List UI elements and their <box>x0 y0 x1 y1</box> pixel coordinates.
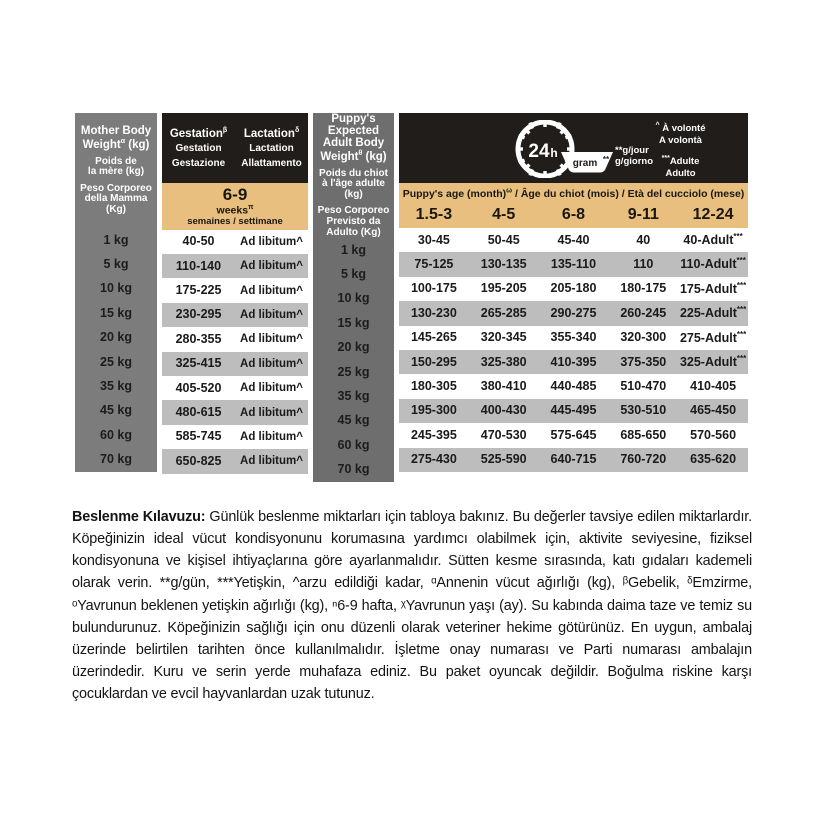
table-row <box>75 326 157 350</box>
feeding-amount-cell: 375-350 <box>620 354 667 369</box>
feeding-amount-cell: 40 <box>636 232 651 247</box>
table-row <box>399 448 748 472</box>
gestation-header-en: Gestation$^\beta$ <box>169 126 228 140</box>
mother-weight-body <box>75 228 157 472</box>
weeks-band-sub2: semaines / settimane <box>187 215 283 227</box>
table-row <box>75 301 157 325</box>
table-row <box>399 301 748 325</box>
table-row <box>313 336 394 360</box>
gestation-header-it: Gestazione <box>171 157 226 169</box>
feeding-amount-cell: 465-450 <box>690 403 737 418</box>
table-row <box>313 360 394 384</box>
gestation-amount-cell: 110-140 <box>175 258 222 273</box>
lactation-amount-cell: Ad libitum^ <box>240 260 303 273</box>
feeding-amount-cell: 685-650 <box>620 427 667 442</box>
feeding-amount-cell: 135-110 <box>550 256 597 271</box>
table-row <box>75 374 157 398</box>
age-column-header: 6-8 <box>539 202 609 228</box>
feeding-amount-cell: 440-485 <box>550 378 597 393</box>
table-row <box>399 228 748 252</box>
gjour-line2: g/giorno <box>615 156 653 168</box>
puppy-weight-cell: 25 kg <box>313 360 394 384</box>
gestation-amount-cell: 650-825 <box>175 453 222 468</box>
table-row <box>313 287 394 311</box>
mother-weight-header-cell <box>75 113 157 228</box>
feeding-amount-cell: 640-715 <box>550 452 597 467</box>
feeding-amount-cell: 320-300 <box>620 330 667 345</box>
table-row <box>162 254 308 278</box>
table-row <box>75 423 157 447</box>
puppy-weight-cell: 5 kg <box>313 263 394 287</box>
table-row <box>162 449 308 473</box>
mother-header-sup: α <box>120 137 126 145</box>
feeding-amount-cell: 530-510 <box>620 403 667 418</box>
feeding-amount-cell: 260-245 <box>620 305 667 320</box>
mother-header-line1b: Weight$^\alpha$ (kg) <box>82 137 150 151</box>
table-row <box>162 327 308 351</box>
feeding-amount-cell: 225-Adult*** <box>679 305 747 321</box>
feeding-amount-cell: 195-300 <box>410 403 457 418</box>
adulte-block <box>623 155 738 179</box>
feeding-amount-cell: 760-720 <box>620 452 667 467</box>
lactation-amount-cell: Ad libitum^ <box>240 235 303 248</box>
gestation-amount-cell: 405-520 <box>175 380 222 395</box>
feeding-amount-cell: 100-175 <box>410 281 457 296</box>
feeding-amount-cell: 575-645 <box>550 427 597 442</box>
feeding-amount-cell: 320-345 <box>480 330 527 345</box>
feeding-amount-cell: 510-470 <box>620 378 667 393</box>
table-row <box>313 433 394 457</box>
puppy-weight-body <box>313 238 394 482</box>
mother-header-it1: Peso Corporeo <box>80 182 152 194</box>
gestation-header-cell <box>162 113 235 183</box>
table-row <box>75 350 157 374</box>
mother-weight-cell: 1 kg <box>75 228 157 252</box>
feeding-amount-cell: 410-395 <box>550 354 597 369</box>
table-row <box>313 311 394 335</box>
age-column-header: 9-11 <box>608 202 678 228</box>
lactation-header-it: Allattamento <box>241 157 302 169</box>
gestation-amount-cell: 280-355 <box>175 331 222 346</box>
table-row <box>162 352 308 376</box>
table-row <box>75 252 157 276</box>
a-volonte-line1: ^ À volonté <box>655 122 706 135</box>
mother-weight-cell: 15 kg <box>75 301 157 325</box>
feeding-amount-cell: 180-305 <box>410 378 457 393</box>
table-row <box>75 448 157 472</box>
weeks-band-row <box>162 183 308 230</box>
gestation-lactation-header-row <box>162 113 308 183</box>
mother-weight-cell: 60 kg <box>75 423 157 447</box>
svg-text:24: 24 <box>528 141 550 162</box>
puppy-weight-cell: 20 kg <box>313 336 394 360</box>
feeding-amount-cell: 75-125 <box>414 256 454 271</box>
gestation-amount-cell: 175-225 <box>175 283 222 298</box>
table-row <box>399 277 748 301</box>
feeding-amount-cell: 325-380 <box>480 354 527 369</box>
age-columns-row <box>399 202 748 228</box>
feeding-amount-cell: 150-295 <box>410 354 457 369</box>
gjour-line1: **g/jour <box>615 145 649 156</box>
gestation-amount-cell: 480-615 <box>175 405 222 419</box>
table-row <box>399 252 748 276</box>
mother-weight-cell: 5 kg <box>75 252 157 276</box>
feeding-amount-cell: 265-285 <box>480 305 527 320</box>
feeding-amount-cell: 380-410 <box>480 378 527 393</box>
lactation-header-fr: Lactation <box>249 142 294 154</box>
table-row <box>162 303 308 327</box>
feeding-amount-cell: 205-180 <box>550 281 597 296</box>
age-band-label-row <box>399 183 748 202</box>
feeding-amount-cell: 635-620 <box>690 452 737 467</box>
table-row <box>313 384 394 408</box>
feeding-amount-cell: 110-Adult*** <box>680 256 746 272</box>
lactation-amount-cell: Ad libitum^ <box>240 406 303 419</box>
mother-weight-cell: 20 kg <box>75 326 157 350</box>
mother-weight-cell: 70 kg <box>75 448 157 472</box>
puppy-age-feeding-columns <box>399 113 748 472</box>
a-volonte-block <box>623 122 738 146</box>
lactation-amount-cell: Ad libitum^ <box>240 430 303 443</box>
gestation-lactation-body <box>162 230 308 474</box>
feeding-amount-cell: 30-45 <box>417 232 450 247</box>
feeding-amount-cell: 130-230 <box>410 305 457 320</box>
table-row <box>162 400 308 424</box>
gestation-amount-cell: 325-415 <box>175 356 222 371</box>
feeding-amount-cell: 290-275 <box>550 305 597 320</box>
table-row <box>399 326 748 350</box>
table-row <box>399 423 748 447</box>
lactation-amount-cell: Ad libitum^ <box>240 284 303 297</box>
gestation-header-fr: Gestation <box>175 142 222 154</box>
age-column-header: 1.5-3 <box>399 202 469 228</box>
table-row <box>75 277 157 301</box>
mother-weight-cell: 10 kg <box>75 277 157 301</box>
mother-header-fr2: la mère (kg) <box>87 166 145 178</box>
puppy-weight-cell: 10 kg <box>313 287 394 311</box>
table-row <box>399 350 748 374</box>
lactation-amount-cell: Ad libitum^ <box>240 455 303 468</box>
puppy-weight-cell: 70 kg <box>313 458 394 482</box>
table-row <box>313 238 394 262</box>
puppy-header-line2: Adult Body <box>322 137 385 150</box>
ad-libitum-legend <box>623 122 738 180</box>
puppy-weight-header-row <box>313 113 394 238</box>
feeding-amount-cell: 525-590 <box>480 452 527 467</box>
svg-text:**: ** <box>602 155 610 164</box>
puppy-weight-column <box>313 113 394 482</box>
table-row <box>399 399 748 423</box>
table-row <box>162 278 308 302</box>
puppy-header-line3: Weight$^\theta$ (kg) <box>320 149 387 163</box>
mother-header-fr1: Poids de <box>95 155 137 167</box>
weeks-band-cell <box>162 183 308 230</box>
feeding-amount-cell: 275-430 <box>410 452 457 467</box>
age-band-label-cell <box>399 183 748 202</box>
age-column-header: 12-24 <box>678 202 748 228</box>
puppy-header-line1: Puppy's Expected <box>327 113 380 138</box>
mother-weight-cell: 35 kg <box>75 374 157 398</box>
gestation-amount-cell: 40-50 <box>182 234 215 249</box>
lactation-amount-cell: Ad libitum^ <box>240 308 303 321</box>
adulte-line2: Adulto <box>665 168 696 180</box>
feeding-amount-cell: 50-45 <box>487 232 520 247</box>
weeks-band-big: 6-9 <box>222 185 248 204</box>
puppy-weight-cell: 60 kg <box>313 433 394 457</box>
feeding-amount-cell: 470-530 <box>480 427 527 442</box>
gestation-amount-cell: 585-745 <box>175 429 222 444</box>
feeding-amount-cell: 180-175 <box>620 281 667 296</box>
feeding-amounts-body <box>399 228 748 472</box>
age-column-header: 4-5 <box>469 202 539 228</box>
feeding-amount-cell: 45-40 <box>557 232 590 247</box>
table-row <box>162 425 308 449</box>
mother-weight-column <box>75 113 157 472</box>
puppy-header-it1: Peso Corporeo <box>317 205 390 217</box>
puppy-header-fr2: à l'âge adulte (kg) <box>322 178 385 200</box>
mother-weight-header-row <box>75 113 157 228</box>
weeks-band-sub: weeks$^\pi$ <box>216 204 254 217</box>
gestation-lactation-columns <box>162 113 308 474</box>
feeding-amount-cell: 325-Adult*** <box>679 353 747 370</box>
mother-header-it2: della Mamma (Kg) <box>84 193 148 215</box>
gestation-amount-cell: 230-295 <box>175 307 222 322</box>
feeding-amount-cell: 245-395 <box>410 427 457 442</box>
legend-panel <box>399 113 748 183</box>
mother-weight-cell: 25 kg <box>75 350 157 374</box>
feeding-amount-cell: 40-Adult*** <box>683 231 743 248</box>
table-row <box>399 374 748 398</box>
paragraph-heading: Beslenme Kılavuzu: <box>72 509 206 526</box>
feeding-guide-table <box>75 113 748 479</box>
feeding-amount-cell: 570-560 <box>690 427 737 442</box>
legend-panel-row <box>399 113 748 183</box>
legend-panel-cell <box>399 113 748 183</box>
table-row <box>162 376 308 400</box>
a-volonte-line2: A volontà <box>659 134 702 146</box>
table-row <box>313 263 394 287</box>
feeding-amount-cell: 110 <box>633 256 654 271</box>
adulte-line1: ***Adulte <box>661 155 700 168</box>
feeding-amount-cell: 355-340 <box>550 330 597 345</box>
puppy-weight-cell: 1 kg <box>313 238 394 262</box>
feeding-amount-cell: 195-205 <box>480 281 527 296</box>
lactation-header-en: Lactation$^\delta$ <box>243 126 300 140</box>
feeding-amount-cell: 145-265 <box>410 330 457 345</box>
mother-weight-cell: 45 kg <box>75 399 157 423</box>
lactation-amount-cell: Ad libitum^ <box>240 333 303 346</box>
food-bowl-gram-icon <box>559 143 615 173</box>
lactation-header-cell <box>235 113 308 183</box>
feeding-amount-cell: 175-Adult*** <box>679 280 747 296</box>
table-row <box>75 399 157 423</box>
lactation-amount-cell: Ad libitum^ <box>240 382 303 395</box>
feeding-amount-cell: 400-430 <box>480 403 527 418</box>
mother-header-line1: Mother Body <box>80 125 152 138</box>
lactation-amount-cell: Ad libitum^ <box>240 357 303 370</box>
puppy-weight-cell: 35 kg <box>313 384 394 408</box>
puppy-header-fr1: Poids du chiot <box>319 167 388 179</box>
age-band-label: Puppy's age (month)$^\omega$ / Âge du chiot (mois) / Età del cucciolo (mese) <box>402 187 745 201</box>
puppy-weight-header-cell <box>313 113 394 238</box>
feeding-amount-cell: 445-495 <box>550 403 597 418</box>
feeding-amount-cell: 275-Adult*** <box>679 329 747 345</box>
table-row <box>313 409 394 433</box>
table-row <box>162 230 308 254</box>
puppy-weight-cell: 15 kg <box>313 311 394 335</box>
feeding-amount-cell: 410-405 <box>690 378 737 393</box>
feeding-guide-paragraph <box>72 506 752 704</box>
table-row <box>313 458 394 482</box>
puppy-header-it2: Previsto da Adulto (Kg) <box>326 215 381 238</box>
feeding-amount-cell: 130-135 <box>480 256 527 271</box>
svg-text:gram: gram <box>572 158 598 169</box>
svg-text:h: h <box>550 146 558 160</box>
paragraph-body: Günlük beslenme miktarları için tabloya bakınız. Bu değerler tavsiye edilen miktarlardır. Köpeğinizin ideal vücut kondisyonunu korumasına yardımcı olabilmek için, aktivite seviyesine, fiziksel kondisyonuna ve kişisel ihtiyaçlarına göre ayarlanmalıdır. Sütten kesme sırasında, katı gıdaları kademeli olarak verin. **g/gün, ***Yetişkin, ^arzu edildiği kadar, ᵅAnnenin vücut ağırlığı (kg), ᵝGebelik, ᵟEmzirme, ᵒYavrunun beklenen yetişkin ağırlığı (kg), ⁿ6-9 hafta, ᵡYavrunun yaşı (ay). Su kabında daima taze ve temiz su bulundurunuz. Köpeğinizin sağlığı için onu düzenli olarak veteriner hekime götürünüz. En uygun, ambalaj üzerinde belirtilen tarihten önce kullanılmalıdır. İşletme onay numarası ve Parti numarası ambalajın üzerindedir. Kuru ve serin yerde muhafaza ediniz. Bu paket oyuncak değildir. Boğulma riskine karşı çocuklardan ve evcil hayvanlardan uzak tutunuz. <box>72 509 752 702</box>
puppy-weight-cell: 45 kg <box>313 409 394 433</box>
table-row <box>75 228 157 252</box>
